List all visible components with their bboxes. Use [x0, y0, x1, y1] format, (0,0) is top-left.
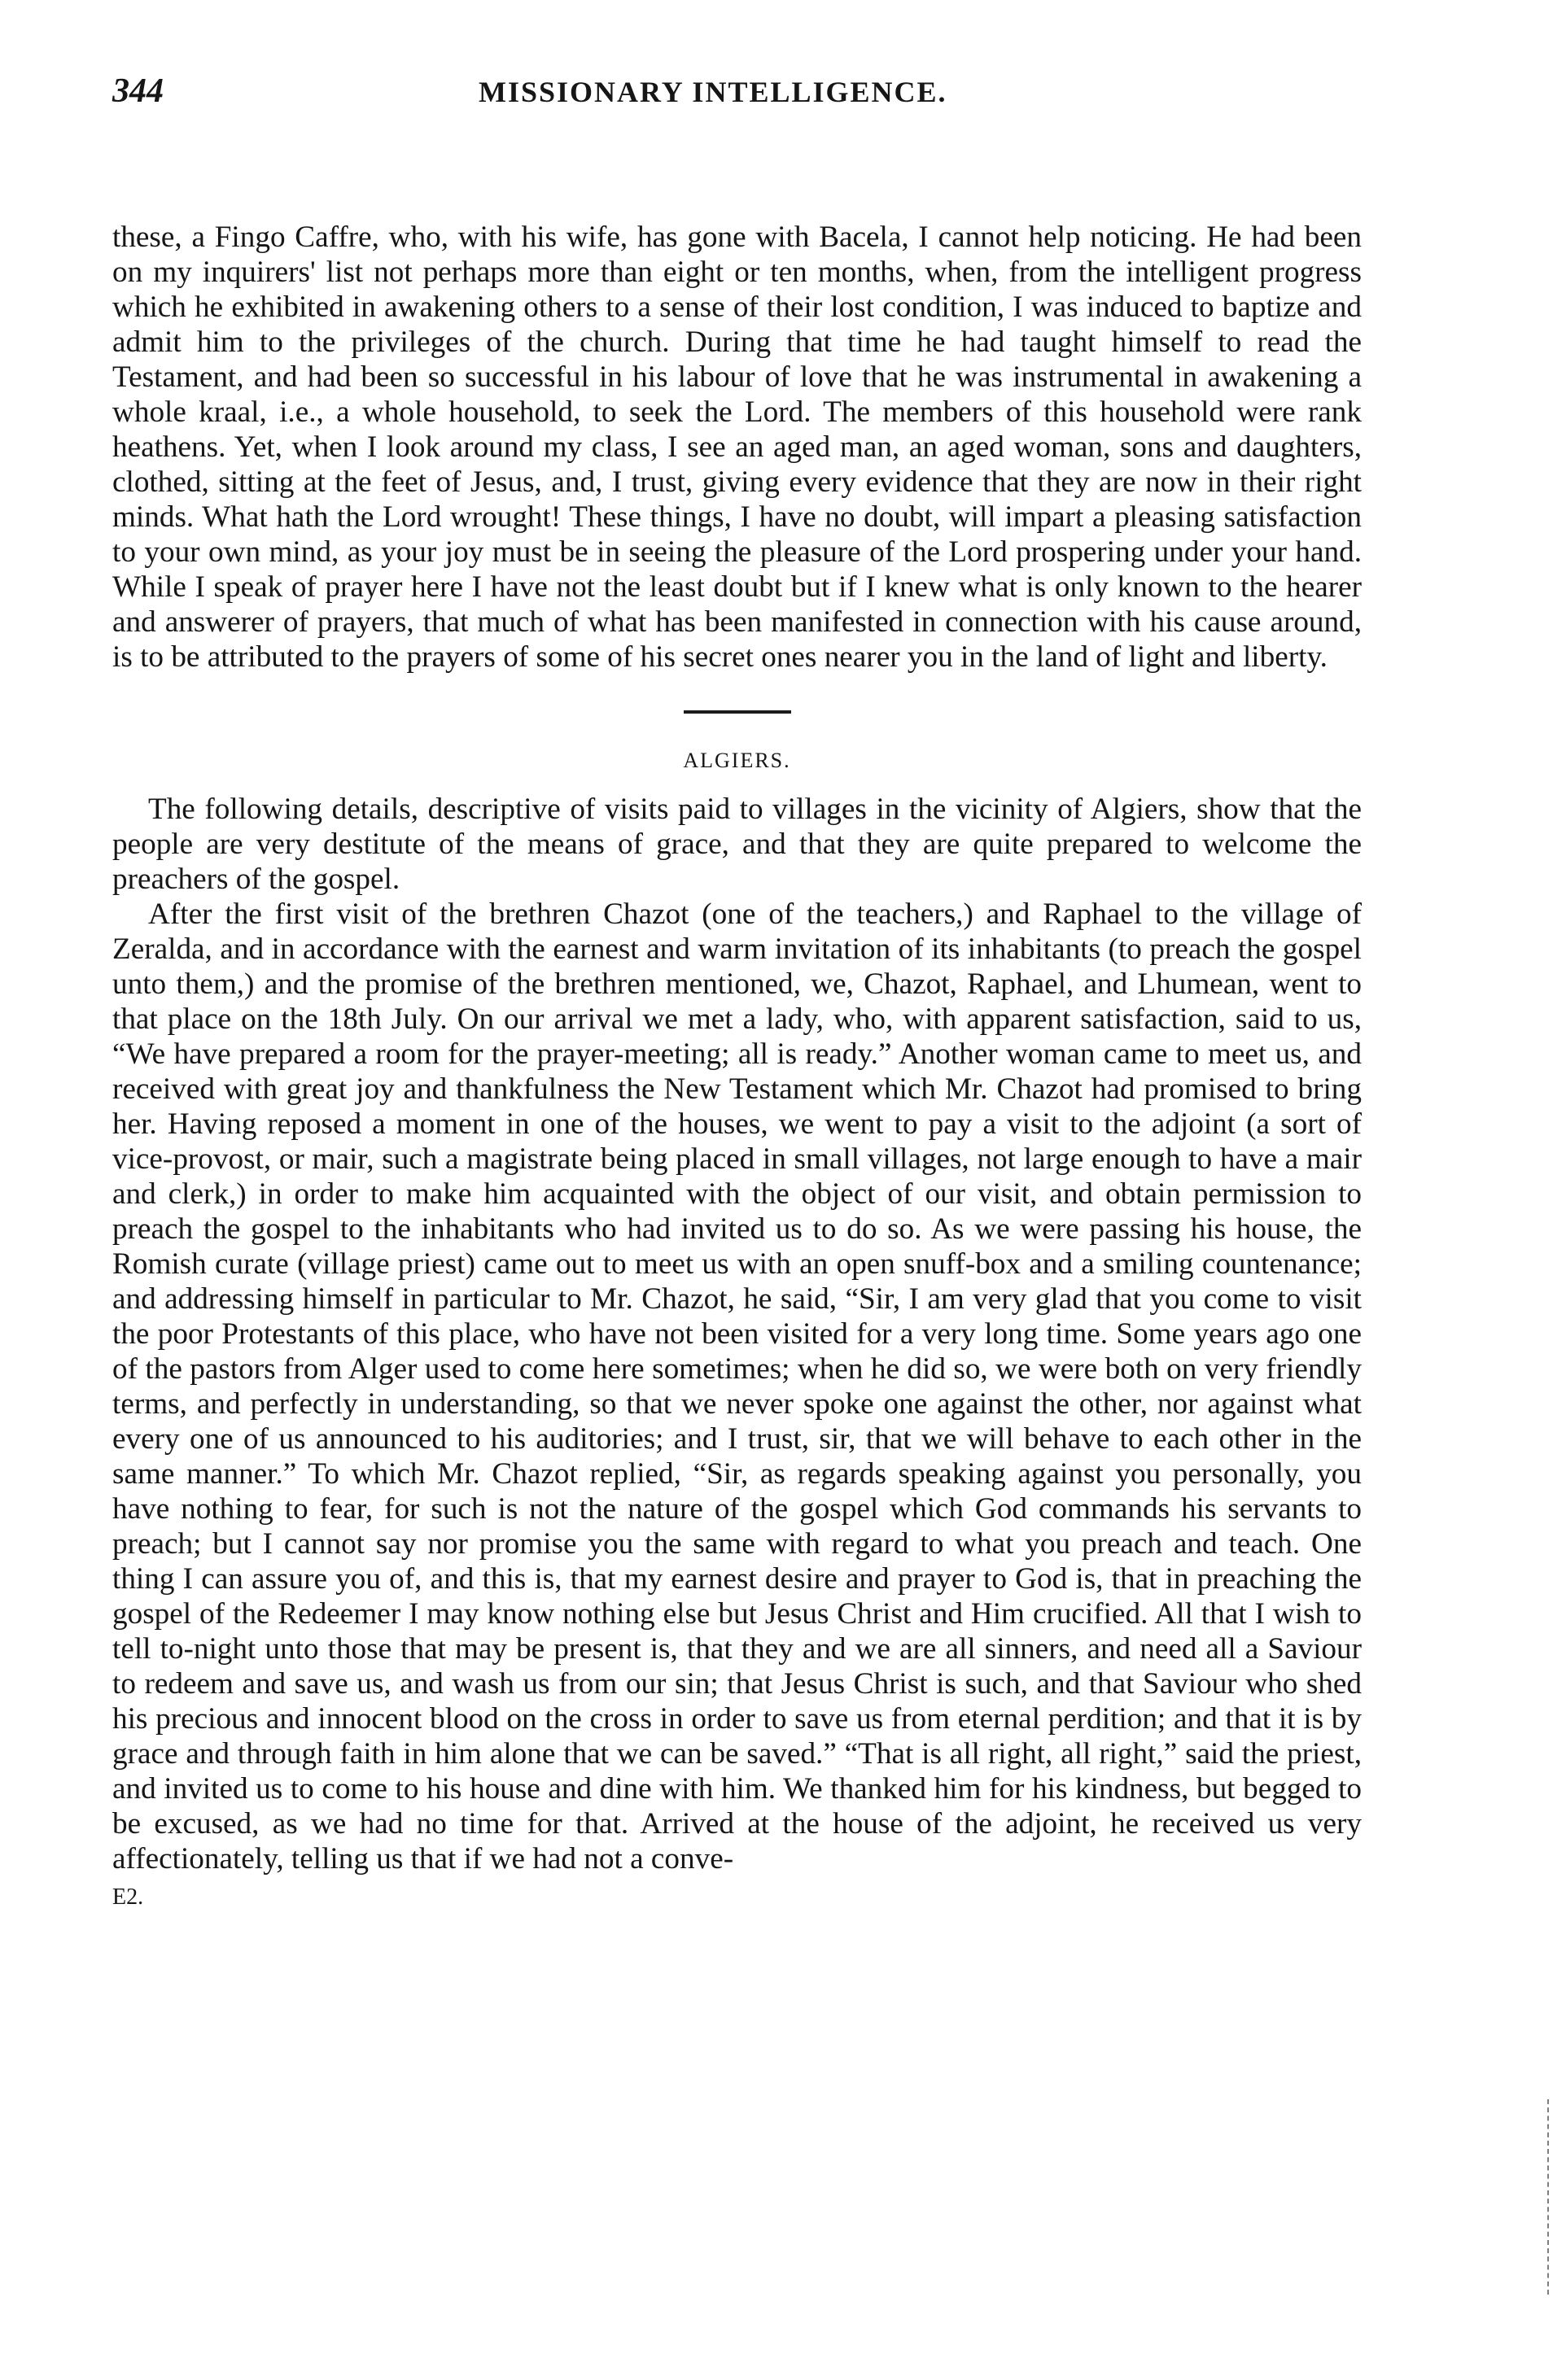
- section-paragraph-1: The following details, descriptive of visits paid to villages in the vicinity of Algiers, show that the people are very destitute of the means of grace, and that they are quite prepared to welcome the preachers of the gospel.: [112, 793, 1362, 896]
- journal-title: MISSIONARY INTELLIGENCE.: [479, 76, 947, 108]
- signature-mark: E2.: [112, 1884, 144, 1910]
- scan-edge-mark: [1547, 2099, 1550, 2295]
- section-paragraph-2: After the first visit of the brethren Chazot (one of the teachers,) and Raphael to the village of Zeralda, and in accordance with the earnest and warm invitation of its inhabitants (to preach the gospel unto them,) and the promise of the brethren mentioned, we, Chazot, Raphael, and Lhumean, went to that place on the 18th July. On our arrival we met a lady, who, with apparent satisfaction, said to us, “We have prepared a room for the prayer-meeting; all is ready.” Another woman came to meet us, and received with great joy and thankfulness the New Testament which Mr. Chazot had promised to bring her. Having reposed a moment in one of the houses, we went to pay a visit to the adjoint (a sort of vice-provost, or mair, such a magistrate being placed in small villages, not large enough to have a mair and clerk,) in order to make him acquainted with the object of our visit, and obtain permission to preach the gospel to the inhabitants who had invited us to do so. As we were passing his house, the Romish curate (village priest) came out to meet us with an open snuff-box and a smiling countenance; and addressing himself in particular to Mr. Chazot, he said, “Sir, I am very glad that you come to visit the poor Protestants of this place, who have not been visited for a very long time. Some years ago one of the pastors from Alger used to come here sometimes; when he did so, we were both on very friendly terms, and perfectly in understanding, so that we never spoke one against the other, nor against what every one of us announced to his auditories; and I trust, sir, that we will behave to each other in the same manner.” To which Mr. Chazot replied, “Sir, as regards speaking against you personally, you have nothing to fear, for such is not the nature of the gospel which God commands his servants to preach; but I cannot say nor promise you the same with regard to what you preach and teach. One thing I can assure you of, and this is, that my earnest desire and prayer to God is, that in preaching the gospel of the Redeemer I may know nothing else but Jesus Christ and Him crucified. All that I wish to tell to-night unto those that may be present is, that they and we are all sinners, and need all a Saviour to redeem and save us, and wash us from our sin; that Jesus Christ is such, and that Saviour who shed his precious and innocent blood on the cross in order to save us from eternal perdition; and that it is by grace and through faith in him alone that we can be saved.” “That is all right, all right,” said the priest, and invited us to come to his house and dine with him. We thanked him for his kindness, but begged to be excused, as we had no time for that. Arrived at the house of the adjoint, he received us very affectionately, telling us that if we had not a conve-: [112, 897, 1362, 1876]
- running-head: [112, 68, 1362, 125]
- section-divider-rule: [684, 710, 791, 714]
- page-number: 344: [112, 72, 164, 110]
- continued-paragraph: these, a Fingo Caffre, who, with his wife, has gone with Bacela, I cannot help noticing. He had been on my inquirers' list not perhaps more than eight or ten months, when, from the intelligent progress which he exhibited in awakening others to a sense of their lost condition, I was induced to baptize and admit him to the privileges of the church. During that time he had taught himself to read the Testament, and had been so successful in his labour of love that he was instrumental in awakening a whole kraal, i.e., a whole household, to seek the Lord. The members of this household were rank heathens. Yet, when I look around my class, I see an aged man, an aged woman, sons and daughters, clothed, sitting at the feet of Jesus, and, I trust, giving every evidence that they are now in their right minds. What hath the Lord wrought! These things, I have no doubt, will impart a pleasing satisfaction to your own mind, as your joy must be in seeing the pleasure of the Lord prospering under your hand. While I speak of prayer here I have not the least doubt but if I knew what is only known to the hearer and answerer of prayers, that much of what has been manifested in connection with his cause around, is to be attributed to the prayers of some of his secret ones nearer you in the land of light and liberty.: [112, 221, 1362, 674]
- section-heading: ALGIERS.: [683, 749, 791, 772]
- book-page: [112, 68, 1362, 1915]
